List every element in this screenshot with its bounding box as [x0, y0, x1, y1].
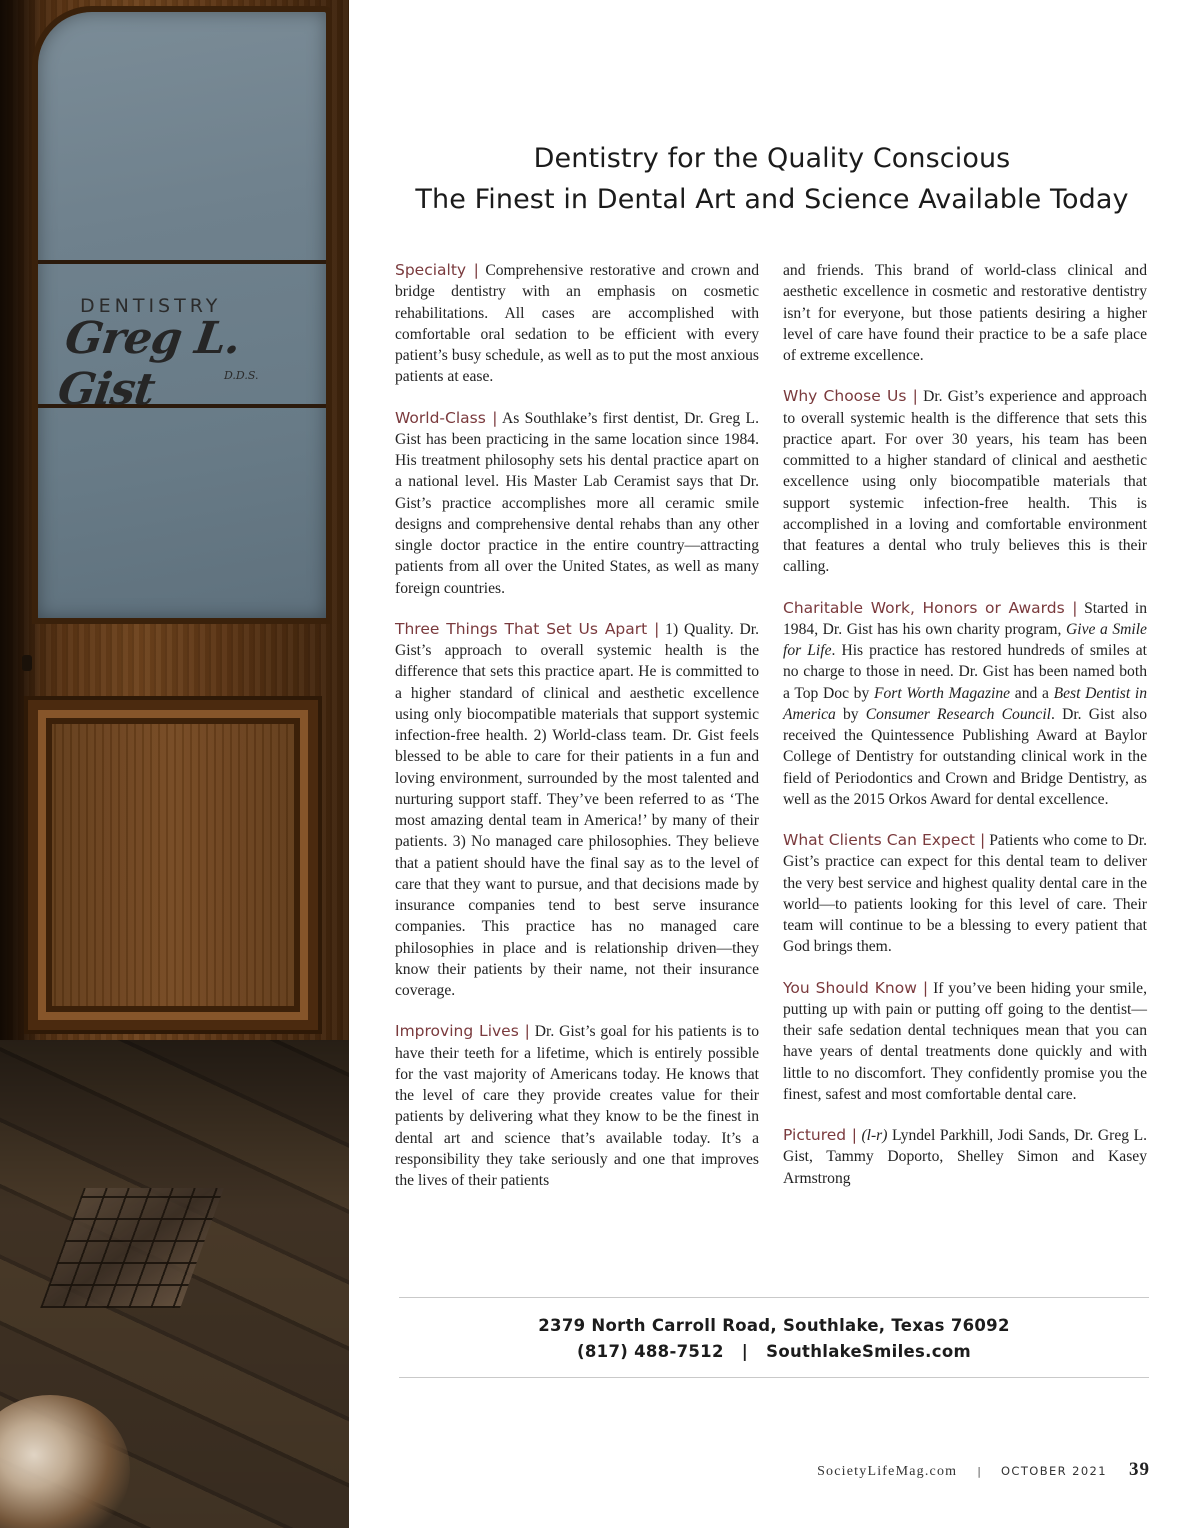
- section-lead: World-Class |: [395, 408, 498, 427]
- section-improving-lives-continued: and friends. This brand of world-class clinical and aesthetic excellence in cosmetic and restorative dentistry isn’t for everyone, but those patients desiring a higher level of care have found their practice to be a safe place of extreme excellence.: [783, 262, 1147, 364]
- award-name: Best Dentist in America: [783, 684, 1147, 723]
- section-body: Dr. Gist’s experience and approach to overall systemic health is the difference that sets this practice apart. For over 30 years, his team has been committed to a higher standard of clinical and aesthetic excellence using only biocompatible materials that support systemic infection-free health. This is accomplished in a loving and comfortable environment that features a dental who truly believes this is their calling.: [783, 388, 1147, 576]
- section-body: . Dr. Gist also received the Quintessence Publishing Award at Baylor College of Dentistry for outstanding clinical work in the field of Periodontics and Crown and Bridge Dentistry, as well as the 2015 Orkos Award for dental excellence.: [783, 705, 1147, 808]
- section-body: Patients who come to Dr. Gist’s practice can expect for this dental team to deliver the very best service and highest quality dental care in the world—to patients looking for this level of care. Their team will continue to be a blessing to every patient that God brings them.: [783, 832, 1147, 956]
- section-lead: Specialty |: [395, 261, 479, 279]
- section-improving-lives: [395, 1021, 759, 1191]
- section-lead: Charitable Work, Honors or Awards |: [783, 598, 1078, 617]
- section-body: . His practice has restored hundreds of smiles at no charge to those in need. Dr. Gist has been named both a Top Doc by: [783, 642, 1147, 702]
- section-lead: Why Choose Us |: [783, 387, 918, 406]
- raised-door-panel: [28, 700, 318, 1030]
- frosted-glass-window: [32, 6, 332, 624]
- section-body: If you’ve been hiding your smile, putting up with pain or putting off going to the dentist—their safe sedation dental techniques mean that you can have years of dental treatments done quickly and with little to no discomfort. They confidently promise you the finest, safest and most comfortable dental care.: [783, 979, 1148, 1103]
- pictured-names: Lyndel Parkhill, Jodi Sands, Dr. Greg L. Gist, Tammy Doporto, Shelley Simon and Kasey Armstrong: [783, 1127, 1147, 1187]
- page-footer: [810, 1459, 1150, 1485]
- contact-phone[interactable]: (817) 488-7512: [577, 1342, 724, 1361]
- section-lead: Pictured |: [783, 1126, 857, 1144]
- footer-site: SocietyLifeMag.com: [817, 1464, 958, 1479]
- section-body: by: [843, 705, 859, 723]
- section-body: Comprehensive restorative and crown and bridge dentistry with an emphasis on cosmetic rehabilitations. All cases are accomplished with comfortable oral sedation to be efficient with every patient’s busy schedule, as well as to put the most anxious patients at ease.: [395, 262, 759, 386]
- section-lead: You Should Know |: [783, 978, 929, 997]
- footer-issue: OCTOBER 2021: [1000, 1464, 1107, 1478]
- section-body: As Southlake’s first dentist, Dr. Greg L. Gist has been practicing in the same location since 1984. His treatment philosophy sets his dental practice apart on a national level. His Master Lab Ceramist says that Dr. Gist’s practice accomplishes more all ceramic smile designs and comprehensive dental rehabs than any other single doctor practice in the entire country—attracting patients from all over the United States, as well as many foreign countries.: [395, 409, 759, 597]
- door-latch: [22, 655, 32, 671]
- section-body: Started in 1984, Dr. Gist has his own charity program,: [783, 599, 1147, 638]
- section-lead: What Clients Can Expect |: [783, 831, 986, 849]
- section-body: Dr. Gist’s goal for his patients is to have their teeth for a lifetime, which is entirely possible for the vast majority of Americans today. He knows that the level of care they provide creates value for their patients by delivering what they know to be the finest in dental art and science that’s available today. It’s a responsibility they take seriously and one that improves the lives of their patients: [395, 1023, 759, 1189]
- headline: [372, 138, 1172, 220]
- charity-program-name: Give a Smile for Life: [783, 620, 1147, 659]
- section-body: 1) Quality. Dr. Gist’s approach to overall systemic health is the difference that sets this practice apart. He is committed to a higher standard of clinical and aesthetic excellence using only biocompatible materials that support systemic infection-free health. 2) World-class team. Dr. Gist feels blessed to be able to care for their patients in a fun and loving environment, surrounded by the most talented and nurturing support staff. They’ve been referred to as ‘The most amazing dental team in America!’ by many of their patients. 3) No managed care philosophies. They believe that a patient should have the final say as to the level of care that they want to pursue, and that decisions made by insurance companies tend to best serve insurance companies. This practice has no managed care philosophies in place and is relationship driven—they know their patients by their name, not their insurance coverage.: [395, 620, 759, 999]
- contact-separator: |: [741, 1342, 749, 1361]
- contact-line: [399, 1342, 1149, 1361]
- divider-rule-top: [399, 1297, 1149, 1298]
- headline-line-2: The Finest in Dental Art and Science Available Today: [415, 184, 1129, 215]
- photo-order-note: (l-r): [861, 1127, 888, 1144]
- section-world-class: [395, 408, 759, 599]
- section-charitable: [783, 598, 1147, 811]
- door-etched-logo: [54, 287, 296, 415]
- article-column-right: [783, 260, 1147, 1209]
- door-photo: [0, 0, 349, 1528]
- glass-divider: [38, 260, 326, 264]
- divider-rule-bottom: [399, 1377, 1149, 1378]
- section-why-choose-us: [783, 386, 1147, 577]
- section-specialty: [395, 260, 759, 388]
- section-what-clients-expect: [783, 830, 1147, 958]
- contact-address: 2379 North Carroll Road, Southlake, Texas 76092: [538, 1316, 1010, 1335]
- door-logo-dentistry: DENTISTRY: [80, 295, 222, 317]
- section-lead: Improving Lives |: [395, 1022, 530, 1041]
- article-column-left: [395, 260, 759, 1211]
- section-lead: Three Things That Set Us Apart |: [395, 619, 660, 638]
- magazine-name: Fort Worth Magazine: [873, 684, 1011, 702]
- section-body: and a: [1014, 684, 1049, 702]
- section-pictured: [783, 1125, 1147, 1189]
- headline-line-1: Dentistry for the Quality Conscious: [533, 143, 1011, 174]
- contact-website-link[interactable]: SouthlakeSmiles.com: [766, 1342, 971, 1361]
- footer-separator: |: [977, 1465, 981, 1478]
- section-you-should-know: [783, 978, 1147, 1106]
- section-three-things: [395, 619, 759, 1002]
- door-logo-name: Greg L. Gist: [54, 313, 244, 415]
- page-number: 39: [1129, 1459, 1150, 1480]
- council-name: Consumer Research Council: [865, 705, 1052, 723]
- door-logo-credential: D.D.S.: [224, 369, 259, 382]
